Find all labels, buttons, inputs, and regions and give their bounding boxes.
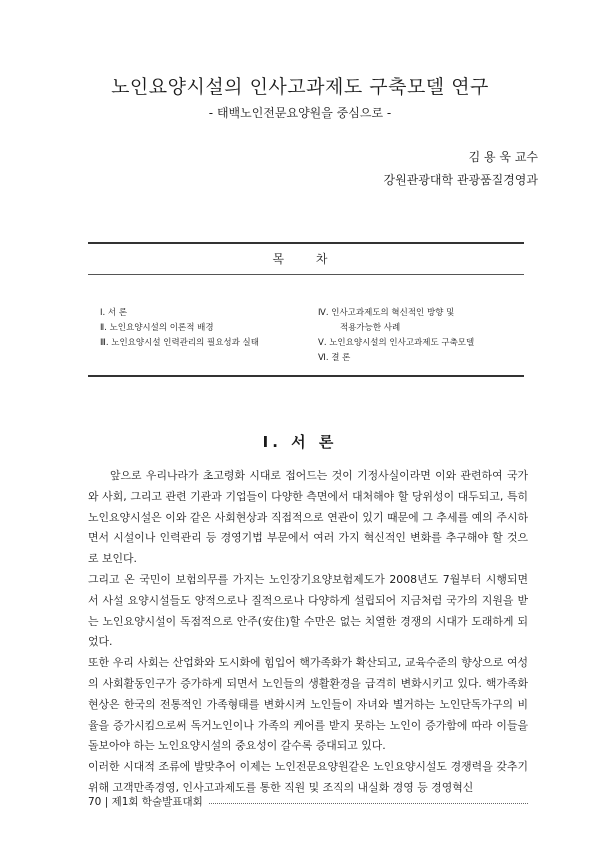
toc-item: 적용가능한 사례: [340, 323, 401, 333]
toc-item: Ⅱ. 노인요양시설의 이론적 배경: [100, 323, 214, 333]
author-name: 김 용 욱 교수: [468, 150, 538, 164]
paragraph: 그리고 온 국민이 보험의무를 가지는 노인장기요양보험제도가 2008년도 7월부터 시행되면서 사설 요양시설들도 양적으로나 질적으로나 다양하게 설립되어 지금처럼 국가의 지원을 받는 노인요양시설이 독점적으로 안주(安住)할 수만은 없는 치열한 경쟁의 시대가 도래하게 되었다.: [88, 572, 528, 649]
toc-heading-rule: [88, 274, 524, 275]
toc-item: Ⅵ. 결 론: [318, 353, 351, 363]
toc-item: Ⅲ. 노인요양시설 인력관리의 필요성과 실태: [100, 338, 259, 348]
author-affiliation: 강원관광대학 관광품질경영과: [383, 173, 538, 187]
toc-item: Ⅴ. 노인요양시설의 인사고과제도 구축모델: [318, 338, 475, 348]
toc-item: Ⅳ. 인사고과제도의 혁신적인 방향 및: [318, 308, 455, 318]
toc-heading: 목 차: [272, 252, 342, 266]
paragraph: 또한 우리 사회는 산업화와 도시화에 힘입어 핵가족화가 확산되고, 교육수준의 향상으로 여성의 사회활동인구가 증가하게 되면서 노인들의 생활환경을 급격히 변화시키고 있다. 핵가족화 현상은 한국의 전통적인 가족형태를 변화시켜 노인들이 자녀와 별거하는 노인단독가구의 비율을 증가시킴으로써 독거노인이나 가족의 케어를 받지 못하는 노인이 증가함에 따라 이들을 돌보아야 하는 노인요양시설의 중요성이 갈수록 증대되고 있다.: [88, 656, 528, 753]
page-footer: [88, 794, 528, 809]
toc-right-column: [318, 306, 474, 366]
toc-item: Ⅰ. 서 론: [100, 308, 128, 318]
footer-dotted-leader: [209, 803, 528, 804]
paragraph: 앞으로 우리나라가 초고령화 시대로 접어드는 것이 기정사실이라면 이와 관련하여 국가와 사회, 그리고 관련 기관과 기업들이 다양한 측면에서 대처해야 할 당위성이 대두되고, 특히 노인요양시설은 이와 같은 사회현상과 직접적으로 연관이 있기 때문에 그 추세를 예의 주시하면서 시설이나 인력관리 등 경영기법 부문에서 여러 가지 혁신적인 변화를 추구해야 할 것으로 보인다.: [88, 469, 528, 566]
paragraph: 이러한 시대적 조류에 발맞추어 이제는 노인전문요양원같은 노인요양시설도 경쟁력을 갖추기 위해 고객만족경영, 인사고과제도를 통한 직원 및 조직의 내실화 경영 등 경영혁신: [88, 760, 528, 794]
body-text: [88, 466, 528, 799]
paper-title: 노인요양시설의 인사고과제도 구축모델 연구: [111, 76, 489, 98]
section-title: Ⅰ. 서 론: [262, 433, 338, 451]
toc-top-rule: [88, 242, 524, 244]
footer-label: 70 | 제1회 학술발표대회: [88, 796, 203, 808]
toc-bottom-rule: [88, 375, 524, 377]
paper-subtitle: - 태백노인전문요양원을 중심으로 -: [208, 106, 392, 120]
toc-left-column: [100, 306, 259, 351]
